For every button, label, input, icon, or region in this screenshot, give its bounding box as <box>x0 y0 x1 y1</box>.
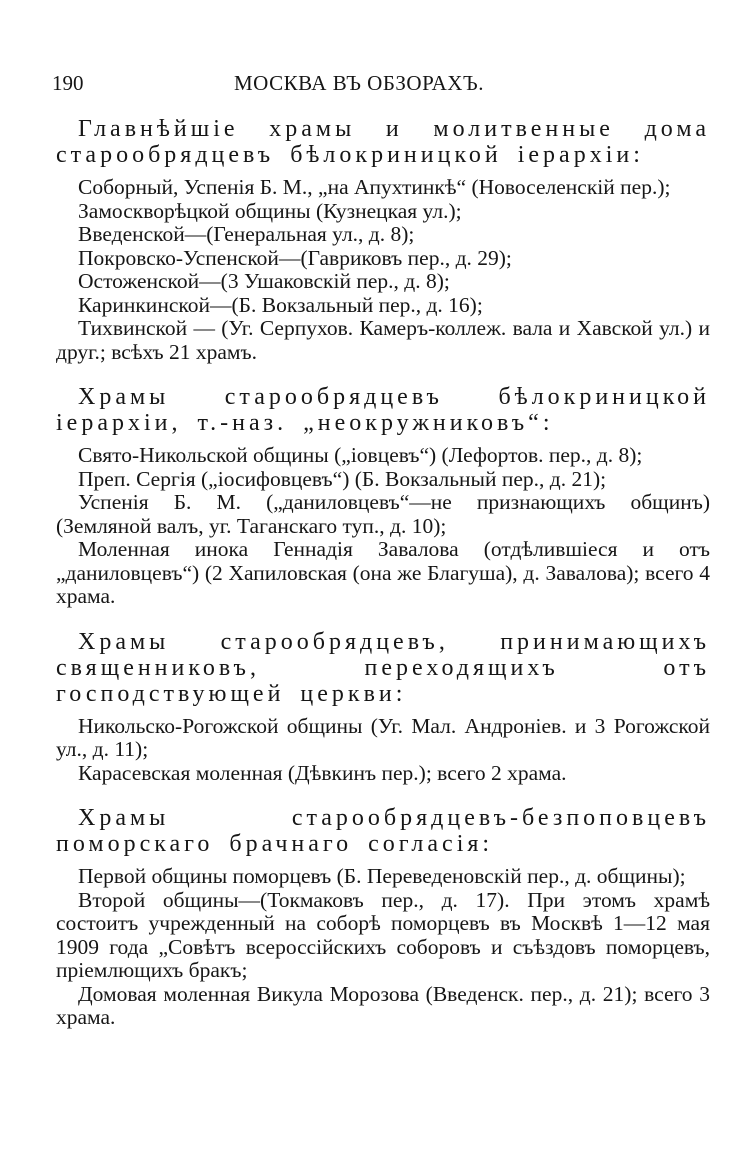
temple-entry: Свято-Никольской общины („iовцевъ“) (Лефортов. пер., д. 8); <box>78 443 643 467</box>
section-heading: Главнѣйшiе храмы и молитвенные дома старообрядцевъ бѣлокриницкой iерархiи: <box>56 116 710 168</box>
temple-entry: Соборный, Успенiя Б. М., „на Апухтинкѣ“ (Новоселенскiй пер.); <box>78 175 671 199</box>
running-title: МОСКВА ВЪ ОБЗОРАХЪ. <box>234 71 484 95</box>
temple-entry: Остоженской—(3 Ушаковскiй пер., д. 8); <box>78 269 450 293</box>
section-heading: Храмы старообрядцевъ, принимающихъ священниковъ, переходящихъ отъ господствующей церкви: <box>56 628 710 707</box>
temple-entry: Покровско-Успенской—(Гавриковъ пер., д. 29); <box>78 245 512 270</box>
section-neokruzhniki <box>56 384 710 609</box>
temple-entry: Введенской—(Генеральная ул., д. 8); <box>78 222 415 246</box>
page-number: 190 <box>52 71 84 95</box>
temple-entry: Моленная инока Геннадiя Завалова (отдѣлившiеся и отъ „даниловцевъ“) (2 Хапиловская (она же Благуша), д. Завалова); всего 4 храма. <box>56 537 710 608</box>
temple-entry: Второй общины—(Токмаковъ пер., д. 17). При этомъ храмѣ состоитъ учрежденный на соборѣ поморцевъ въ Москвѣ 1—12 мая 1909 года „Совѣтъ всероссiйскихъ соборовъ и съѣздовъ поморцевъ, прiемлющихъ бракъ; <box>56 887 710 982</box>
temple-entry: Карасевская моленная (Дѣвкинъ пер.); всего 2 храма. <box>78 760 567 785</box>
section-heading: Храмы старообрядцевъ бѣлокриницкой iерархiи, т.-наз. „неокружниковъ“: <box>56 384 710 436</box>
temple-entry: Первой общины поморцевъ (Б. Переведеновскiй пер., д. общины); <box>78 864 686 888</box>
temple-entry: Каринкинской—(Б. Вокзальный пер., д. 16); <box>78 292 483 317</box>
temple-entry: Преп. Сергiя („iосифовцевъ“) (Б. Вокзальный пер., д. 21); <box>78 466 607 491</box>
temple-entry: Домовая моленная Викула Морозова (Введенск. пер., д. 21); всего 3 храма. <box>56 981 710 1029</box>
section-pomortsy <box>56 805 710 1030</box>
section-heading: Храмы старообрядцевъ-безпоповцевъ поморскаго брачнаго согласiя: <box>56 805 710 857</box>
section-beglopopovtsy <box>56 629 710 786</box>
temple-entry: Никольско-Рогожской общины (Уг. Мал. Андронiев. и 3 Рогожской ул., д. 11); <box>56 713 710 761</box>
section-belokrinitsa-main <box>56 116 710 364</box>
temple-entry: Тихвинской — (Уг. Серпухов. Камеръ-коллеж. вала и Хавской ул.) и друг.; всѣхъ 21 храмъ. <box>56 316 710 364</box>
temple-entry: Замоскворѣцкой общины (Кузнецкая ул.); <box>78 198 462 223</box>
page-body <box>56 116 710 1030</box>
temple-entry: Успенiя Б. М. („даниловцевъ“—не признающихъ общинъ) (Земляной валъ, уг. Таганскаго туп., д. 10); <box>56 490 710 538</box>
